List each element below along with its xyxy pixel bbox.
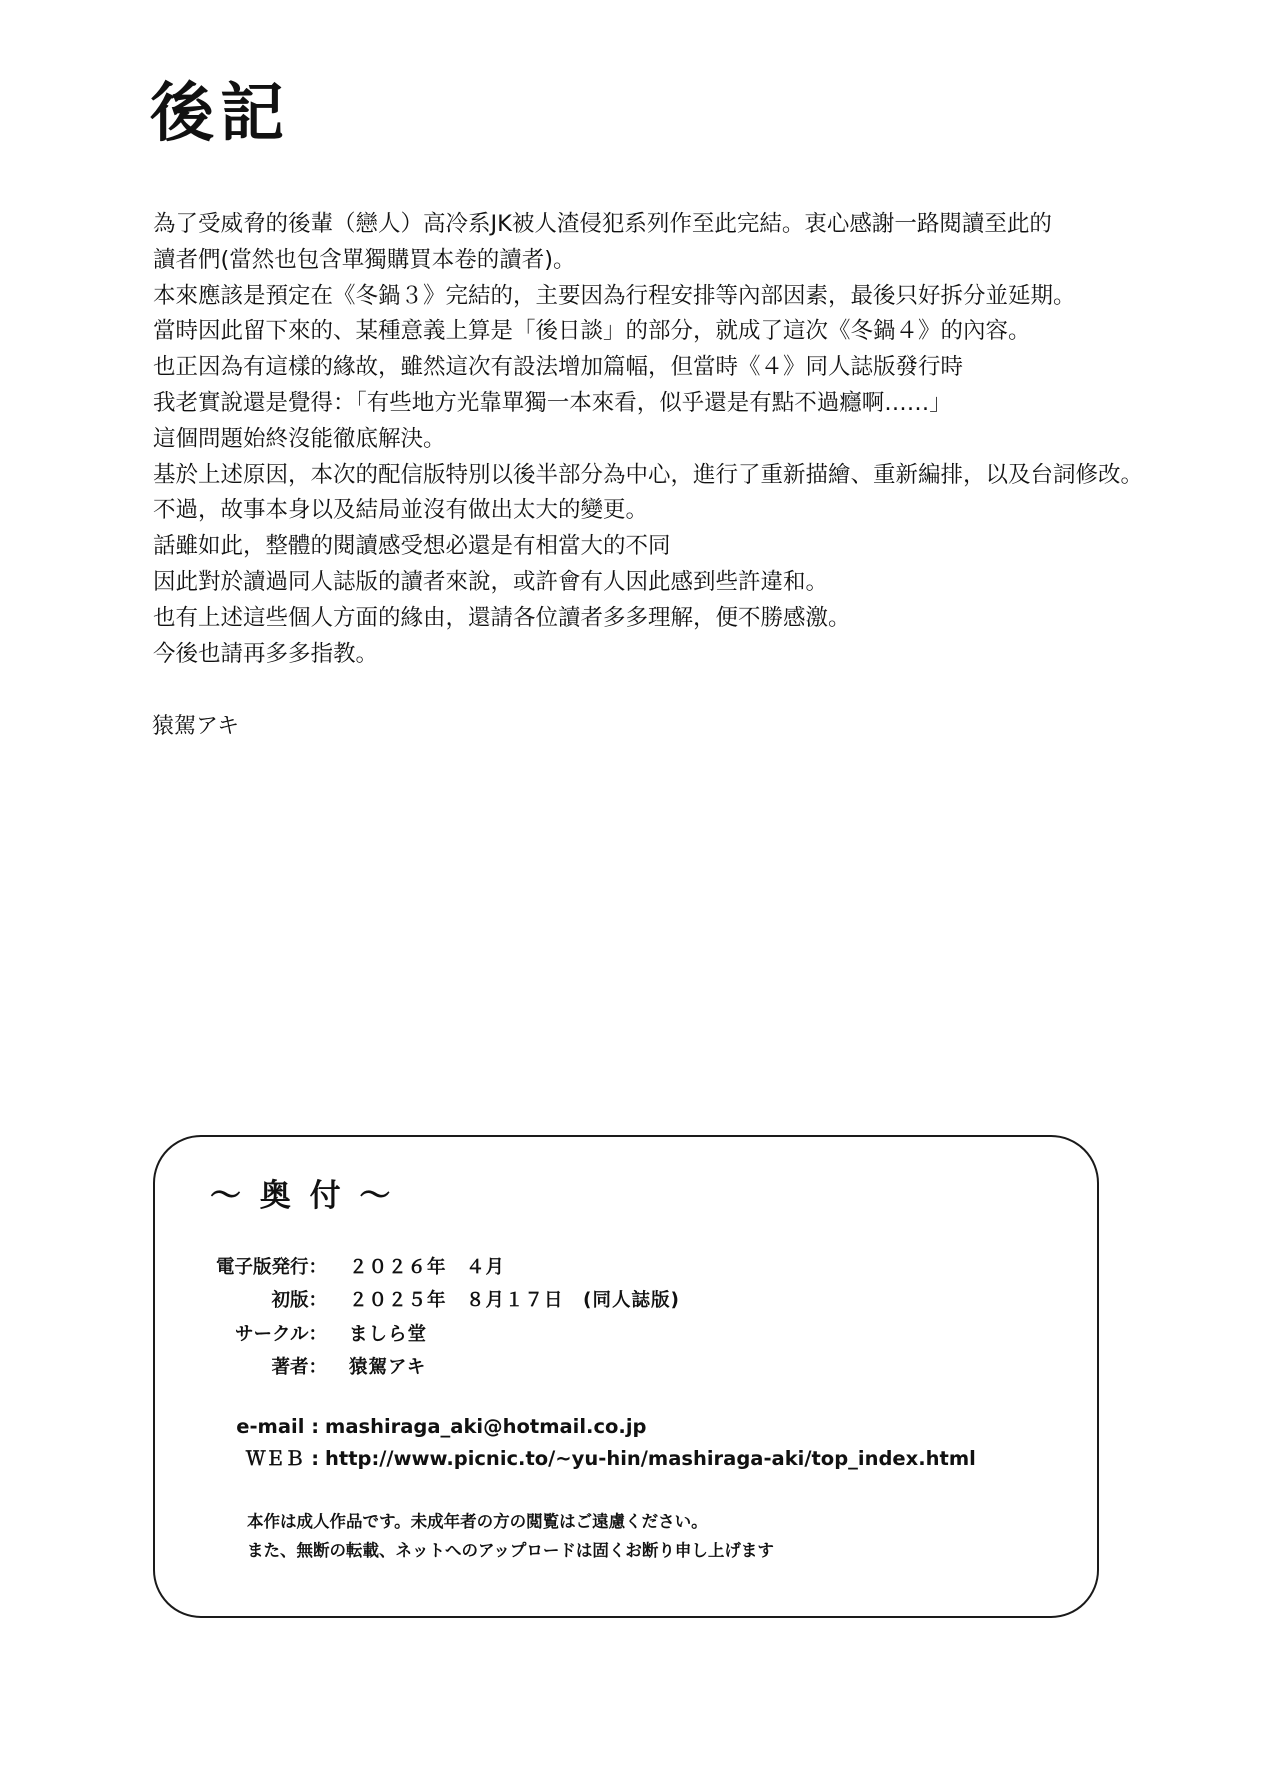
afterword-line: 這個問題始終沒能徹底解決。: [153, 425, 446, 452]
afterword-line: 讀者們(當然也包含單獨購買本卷的讀者)。: [153, 246, 576, 273]
colophon-row-circle: [155, 1322, 427, 1348]
adult-content-notice: 本作は成人作品です。未成年者の方の閲覧はご遠慮ください。: [247, 1512, 708, 1531]
afterword-line: 當時因此留下來的、某種意義上算是「後日談」的部分，就成了這次《冬鍋４》的內容。: [153, 318, 1031, 345]
colophon-label: 初版：: [271, 1290, 327, 1311]
afterword-line: 我老實說還是覺得：「有些地方光靠單獨一本來看，似乎還是有點不過癮啊……」: [153, 389, 952, 416]
colophon-value: ２０２５年 ８月１７日 (同人誌版): [349, 1290, 680, 1311]
afterword-line: 本來應該是預定在《冬鍋３》完結的，主要因為行程安排等內部因素，最後只好拆分並延期。: [153, 282, 1076, 309]
afterword-line: 也有上述這些個人方面的緣由，還請各位讀者多多理解，便不勝感激。: [153, 604, 851, 631]
contact-email: [155, 1413, 646, 1441]
afterword-line: 也正因為有這樣的緣故，雖然這次有設法增加篇幅，但當時《４》同人誌版發行時: [153, 354, 964, 381]
colophon-box: [153, 1135, 1099, 1618]
colophon-value: 猿駕アキ: [349, 1357, 427, 1378]
afterword-body: [153, 207, 1263, 672]
colophon-value: ましら堂: [349, 1324, 428, 1345]
contact-web: [155, 1445, 976, 1473]
web-url[interactable]: http://www.picnic.to/~yu-hin/mashiraga-aki/top_index.html: [325, 1447, 976, 1470]
afterword-line: 因此對於讀過同人誌版的讀者來說，或許會有人因此感到些許違和。: [153, 568, 829, 595]
colophon-row-author: [155, 1355, 426, 1381]
email-address[interactable]: mashiraga_aki@hotmail.co.jp: [325, 1415, 647, 1438]
page-title: 後記: [150, 76, 290, 151]
afterword-line: 今後也請再多多指教。: [153, 640, 379, 667]
colophon-title: ～ 奥 付 ～: [210, 1178, 395, 1214]
afterword-line: 話雖如此，整體的閱讀感受想必還是有相當大的不同: [153, 533, 671, 560]
colophon-label: サークル：: [235, 1324, 327, 1345]
reproduction-notice: また、無断の転載、ネットへのアップロードは固くお断り申し上げます: [247, 1541, 774, 1560]
colophon-row-digital-release: [155, 1255, 505, 1281]
colophon-value: ２０２６年 ４月: [349, 1257, 506, 1278]
author-signature: 猿駕アキ: [152, 714, 240, 739]
afterword-line: 基於上述原因，本次的配信版特別以後半部分為中心，進行了重新描繪、重新編排，以及台詞修改。: [153, 461, 1144, 488]
afterword-line: 不過，故事本身以及結局並沒有做出太大的變更。: [153, 497, 649, 524]
colophon-row-first-edition: [155, 1288, 680, 1314]
colophon-label: 電子版発行：: [215, 1257, 327, 1278]
afterword-line: 為了受威脅的後輩（戀人）高冷系JK被人渣侵犯系列作至此完結。衷心感謝一路閱讀至此的: [153, 211, 1052, 237]
web-label: ＷＥＢ :: [245, 1447, 319, 1470]
email-label: e-mail :: [236, 1415, 319, 1438]
colophon-label: 著者：: [271, 1357, 327, 1378]
